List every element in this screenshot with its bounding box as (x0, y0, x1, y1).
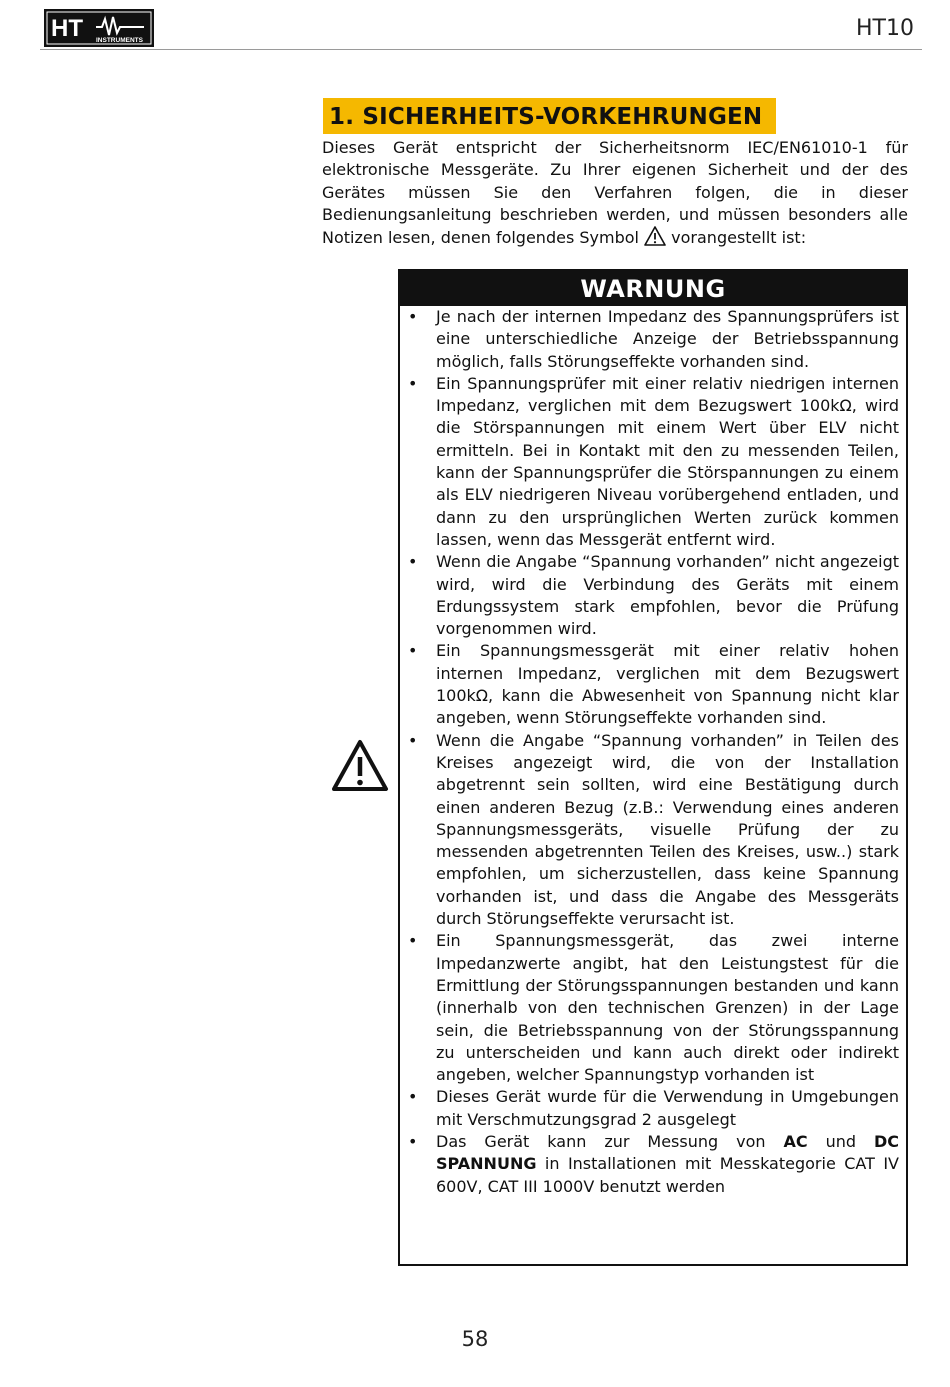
list-item (408, 1131, 900, 1198)
list-item (408, 1086, 899, 1131)
list-item-text: Ein Spannungsmessgerät, das zwei interne Impedanzwerte angibt, hat den Leistungstest für die Ermittlung der Störungsspannungen bestanden und kann (innerhalb von den technischen Grenzen) in der Lage sein, die Betriebsspannung von der Störungsspannung zu unterscheiden und kann auch direkt oder indirekt angeben, welcher Spannungstyp vorhanden ist (436, 931, 899, 1085)
warning-triangle-icon (644, 226, 666, 246)
intro-text-before: Dieses Gerät entspricht der Sicherheitsnorm IEC/EN61010-1 für elektronische Messgeräte. Zu Ihrer eigenen Sicherheit und der des Gerätes müssen Sie den Verfahren folgen, die in dieser Bedienungsanleitung beschrieben werden, und müssen besonders alle Notizen lesen, denen folgendes Symbol (322, 138, 908, 248)
warning-heading: WARNUNG (400, 271, 906, 306)
list-item-text: Dieses Gerät wurde für die Verwendung in Umgebungen mit Verschmutzungsgrad 2 ausgelegt (436, 1087, 899, 1129)
list-item (408, 306, 899, 373)
model-name: HT10 (856, 16, 914, 41)
bullet: • (408, 307, 418, 326)
page-number: 58 (461, 1327, 489, 1351)
warning-triangle-icon (331, 739, 389, 793)
text-part: in Installationen mit Messkategorie CAT IV 600V, CAT III 1000V benutzt werden (436, 1154, 899, 1196)
intro-text-after: vorangestellt ist: (671, 228, 807, 248)
bold-dc-spannung: DC SPANNUNG (436, 1131, 900, 1174)
list-item (408, 730, 899, 931)
logo-text: HT (51, 15, 83, 42)
list-item-text: Ein Spannungsmessgerät mit einer relativ hohen internen Impedanz, verglichen mit dem Bezugswert 100kΩ, kann die Abwesenheit von Spannung nicht klar angeben, wenn Störungseffekte vorhanden sind. (436, 641, 899, 728)
warning-box (398, 269, 908, 1266)
warning-list (400, 306, 906, 1198)
bullet: • (408, 931, 418, 951)
bullet: • (408, 730, 418, 750)
bullet: • (408, 1131, 418, 1151)
list-item (408, 373, 899, 551)
list-item (408, 551, 899, 640)
ht-instruments-logo (44, 9, 154, 47)
list-item-text: Je nach der internen Impedanz des Spannungsprüfers ist eine unterschiedliche Anzeige der Betriebsspannung möglich, falls Störungseffekte vorhanden sind. (436, 307, 899, 371)
list-item-text: Wenn die Angabe “Spannung vorhanden” in Teilen des Kreises angezeigt wird, die von der Installation abgetrennt sein sollten, wird eine Bestätigung durch einen anderen Bezug (z.B.: Verwendung eines anderen Spannungsmessgeräts, visuelle Prüfung der zu messenden abgetrennten Teilen des Kreises, usw..) stark empfohlen, um sicherzustellen, dass keine Spannung vorhanden ist, und dass die Angabe des Messgeräts durch Störungseffekte verursacht ist. (436, 730, 899, 929)
bullet: • (408, 641, 418, 661)
logo-subtext: INSTRUMENTS (96, 37, 143, 44)
bullet: • (408, 1087, 418, 1107)
bold-ac: AC (783, 1131, 808, 1151)
header-divider (40, 49, 922, 50)
text-part: Das Gerät kann zur Messung von (436, 1131, 784, 1151)
list-item (408, 640, 899, 729)
intro-paragraph (322, 137, 908, 249)
text-part: und (807, 1131, 874, 1151)
list-item-text: Wenn die Angabe “Spannung vorhanden” nicht angezeigt wird, wird die Verbindung des Geräts mit einem Erdungssystem stark empfohlen, bevor die Prüfung vorgenommen wird. (436, 552, 899, 639)
list-item-text (436, 1132, 899, 1196)
bullet: • (408, 552, 418, 572)
bullet: • (408, 373, 418, 393)
list-item-text: Ein Spannungsprüfer mit einer relativ niedrigen internen Impedanz, verglichen mit dem Bezugswert 100kΩ, wird die Störspannungen mit einem Wert über ELV nicht ermitteln. Bei in Kontakt mit den zu messenden Teilen, kann der Spannungsprüfer die Störspannungen zu einem als ELV niedrigeren Niveau vorübergehend entladen, und dann zu den ursprünglichen Werten zurück kommen lassen, wenn das Messgerät entfernt wird. (436, 373, 899, 549)
list-item (408, 930, 899, 1086)
section-title: 1. SICHERHEITS-VORKEHRUNGEN (323, 98, 776, 134)
